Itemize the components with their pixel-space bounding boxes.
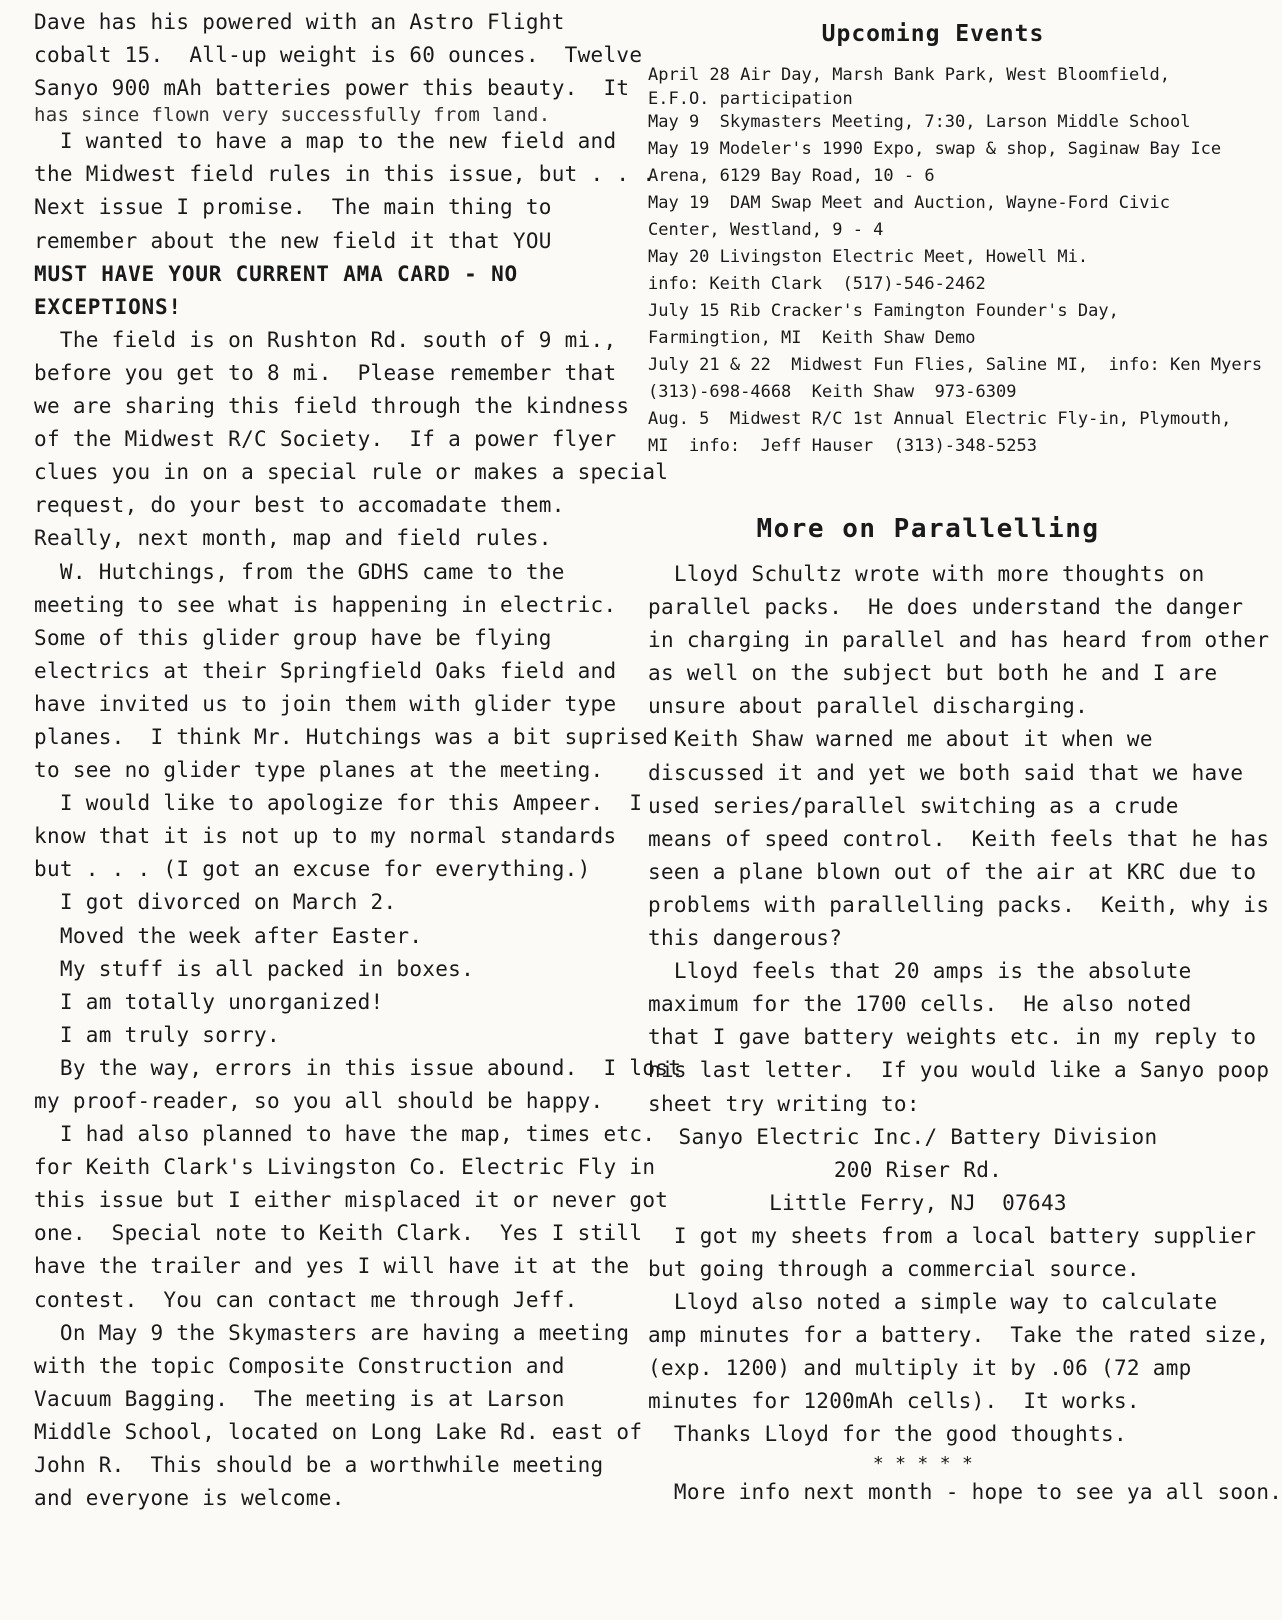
event-line: May 9 Skymasters Meeting, 7:30, Larson Middle School [648,112,1191,132]
event-line: MI info: Jeff Hauser (313)-348-5253 [648,436,1037,456]
text-line: Keith Shaw warned me about it when we [648,727,1153,752]
events-list [648,62,1263,460]
text-line: John R. This should be a worthwhile meeting [34,1453,604,1478]
text-line: has since flown very successfully from land. [34,104,551,127]
text-line: amp minutes for a battery. Take the rated size, [648,1323,1270,1348]
text-line: I would like to apologize for this Ampeer. I [34,791,643,816]
address-line: Sanyo Electric Inc./ Battery Division [678,1124,1158,1149]
article-heading: More on Parallelling [756,514,1100,544]
text-line: before you get to 8 mi. Please remember that [34,360,617,385]
text-line: Dave has his powered with an Astro Flight [34,10,565,34]
text-line: Moved the week after Easter. [34,923,423,948]
text-line: we are sharing this field through the kindness [34,394,630,419]
text-line: his last letter. If you would like a Sanyo poop [648,1058,1270,1083]
event-line: Center, Westland, 9 - 4 [648,220,884,240]
text-line: I am totally unorganized! [34,989,384,1014]
text-line: means of speed control. Keith feels that he has [648,826,1270,851]
text-line: have invited us to join them with glider type [34,691,617,716]
text-line: remember about the new field it that YOU [34,228,552,253]
text-line: but going through a commercial source. [648,1256,1140,1281]
text-line: Sanyo 900 mAh batteries power this beauty. It [34,76,630,101]
text-line: with the topic Composite Construction and [34,1353,565,1378]
text-line: parallel packs. He does understand the danger [648,595,1244,620]
parallelling-article [648,500,1282,1509]
address-line: 200 Riser Rd. [833,1157,1003,1182]
text-line: contest. You can contact me through Jeff. [34,1287,578,1312]
text-line: By the way, errors in this issue abound. I lost [34,1055,682,1080]
text-line: EXCEPTIONS! [34,294,182,319]
text-line: Really, next month, map and field rules. [34,526,552,551]
text-line: The field is on Rushton Rd. south of 9 mi., [34,327,617,352]
text-line: request, do your best to accomadate them. [34,493,565,518]
event-line: July 21 & 22 Midwest Fun Flies, Saline MI, info: Ken Myers [648,355,1263,375]
upcoming-events-heading: Upcoming Events [821,21,1045,47]
event-line: May 19 DAM Swap Meet and Auction, Wayne-Ford Civic [648,193,1170,213]
text-line: of the Midwest R/C Society. If a power flyer [34,427,617,452]
text-line: minutes for 1200mAh cells). It works. [648,1389,1140,1414]
text-line: for Keith Clark's Livingston Co. Electric Fly in [34,1155,656,1180]
mailing-address [648,1121,1238,1220]
right-column [648,6,1282,1509]
text-line: to see no glider type planes at the meeting. [34,758,604,783]
text-line: I got divorced on March 2. [34,890,397,915]
text-line: Lloyd also noted a simple way to calculate [648,1290,1218,1315]
event-line: July 15 Rib Cracker's Famington Founder's Day, [648,301,1119,321]
text-line: I had also planned to have the map, times etc. [34,1122,656,1147]
text-line: and everyone is welcome. [34,1486,345,1511]
text-line: cobalt 15. All-up weight is 60 ounces. Twelve [34,43,643,68]
event-line: (313)-698-4668 Keith Shaw 973-6309 [648,382,1017,402]
text-line: planes. I think Mr. Hutchings was a bit suprised [34,724,669,749]
text-line: Lloyd feels that 20 amps is the absolute [648,959,1192,984]
text-line: problems with parallelling packs. Keith, why is [648,892,1270,917]
text-line: I got my sheets from a local battery supplier [648,1223,1257,1248]
text-line: my proof-reader, so you all should be happy. [34,1089,604,1113]
text-line: On May 9 the Skymasters are having a meeting [34,1320,630,1345]
address-line: Little Ferry, NJ 07643 [769,1190,1067,1215]
text-line: Some of this glider group have be flying [34,625,552,650]
event-line: May 20 Livingston Electric Meet, Howell Mi. [648,247,1089,267]
text-line: clues you in on a special rule or makes a special [34,460,669,485]
text-line: meeting to see what is happening in electric. [34,592,617,617]
event-line: Farmingtion, MI Keith Shaw Demo [648,328,976,348]
text-line: electrics at their Springfield Oaks field and [34,658,617,683]
text-line: this issue but I either misplaced it or never got [34,1188,669,1213]
article-body-continued [648,1220,1270,1452]
text-line: I wanted to have a map to the new field and [34,129,617,154]
text-line: seen a plane blown out of the air at KRC due to [648,859,1257,884]
text-line: that I gave battery weights etc. in my reply to [648,1025,1257,1050]
text-line: one. Special note to Keith Clark. Yes I still [34,1221,643,1246]
left-column-text [34,6,682,1515]
event-line: Aug. 5 Midwest R/C 1st Annual Electric Fly-in, Plymouth, [648,409,1232,429]
text-line: Vacuum Bagging. The meeting is at Larson [34,1386,565,1411]
text-line: Lloyd Schultz wrote with more thoughts on [648,562,1205,586]
text-line: Thanks Lloyd for the good thoughts. [648,1422,1127,1447]
text-line: as well on the subject but both he and I are [648,661,1218,686]
article-body [648,558,1270,1121]
event-line: info: Keith Clark (517)-546-2462 [648,274,986,294]
left-column [34,6,682,1515]
event-line: E.F.O. participation [648,89,853,109]
text-line: the Midwest field rules in this issue, but . . . [34,162,656,187]
text-line: in charging in parallel and has heard from other [648,628,1270,653]
event-line: April 28 Air Day, Marsh Bank Park, West Bloomfield, [648,65,1170,85]
text-line: know that it is not up to my normal standards [34,824,617,849]
text-line: (exp. 1200) and multiply it by .06 (72 amp [648,1356,1192,1381]
text-line: maximum for the 1700 cells. He also noted [648,992,1192,1017]
text-line: Middle School, located on Long Lake Rd. east of [34,1419,643,1444]
section-divider-stars: * * * * * [872,1452,974,1474]
event-line: Arena, 6129 Bay Road, 10 - 6 [648,166,935,186]
text-line: MUST HAVE YOUR CURRENT AMA CARD - NO [34,261,518,286]
text-line: used series/parallel switching as a crude [648,793,1179,818]
text-line: but . . . (I got an excuse for everything.) [34,857,591,882]
text-line: this dangerous? [648,926,843,951]
text-line: I am truly sorry. [34,1022,280,1047]
text-line: have the trailer and yes I will have it at the [34,1254,630,1279]
text-line: W. Hutchings, from the GDHS came to the [34,559,565,584]
text-line: My stuff is all packed in boxes. [34,956,475,981]
event-line: May 19 Modeler's 1990 Expo, swap & shop, Saginaw Bay Ice [648,139,1222,159]
closing-line: More info next month - hope to see ya all soon. [648,1479,1282,1504]
text-line: unsure about parallel discharging. [648,694,1089,719]
text-line: Next issue I promise. The main thing to [34,195,552,220]
text-line: sheet try writing to: [648,1091,920,1116]
upcoming-events-section [648,6,1263,460]
text-line: discussed it and yet we both said that we have [648,760,1244,785]
